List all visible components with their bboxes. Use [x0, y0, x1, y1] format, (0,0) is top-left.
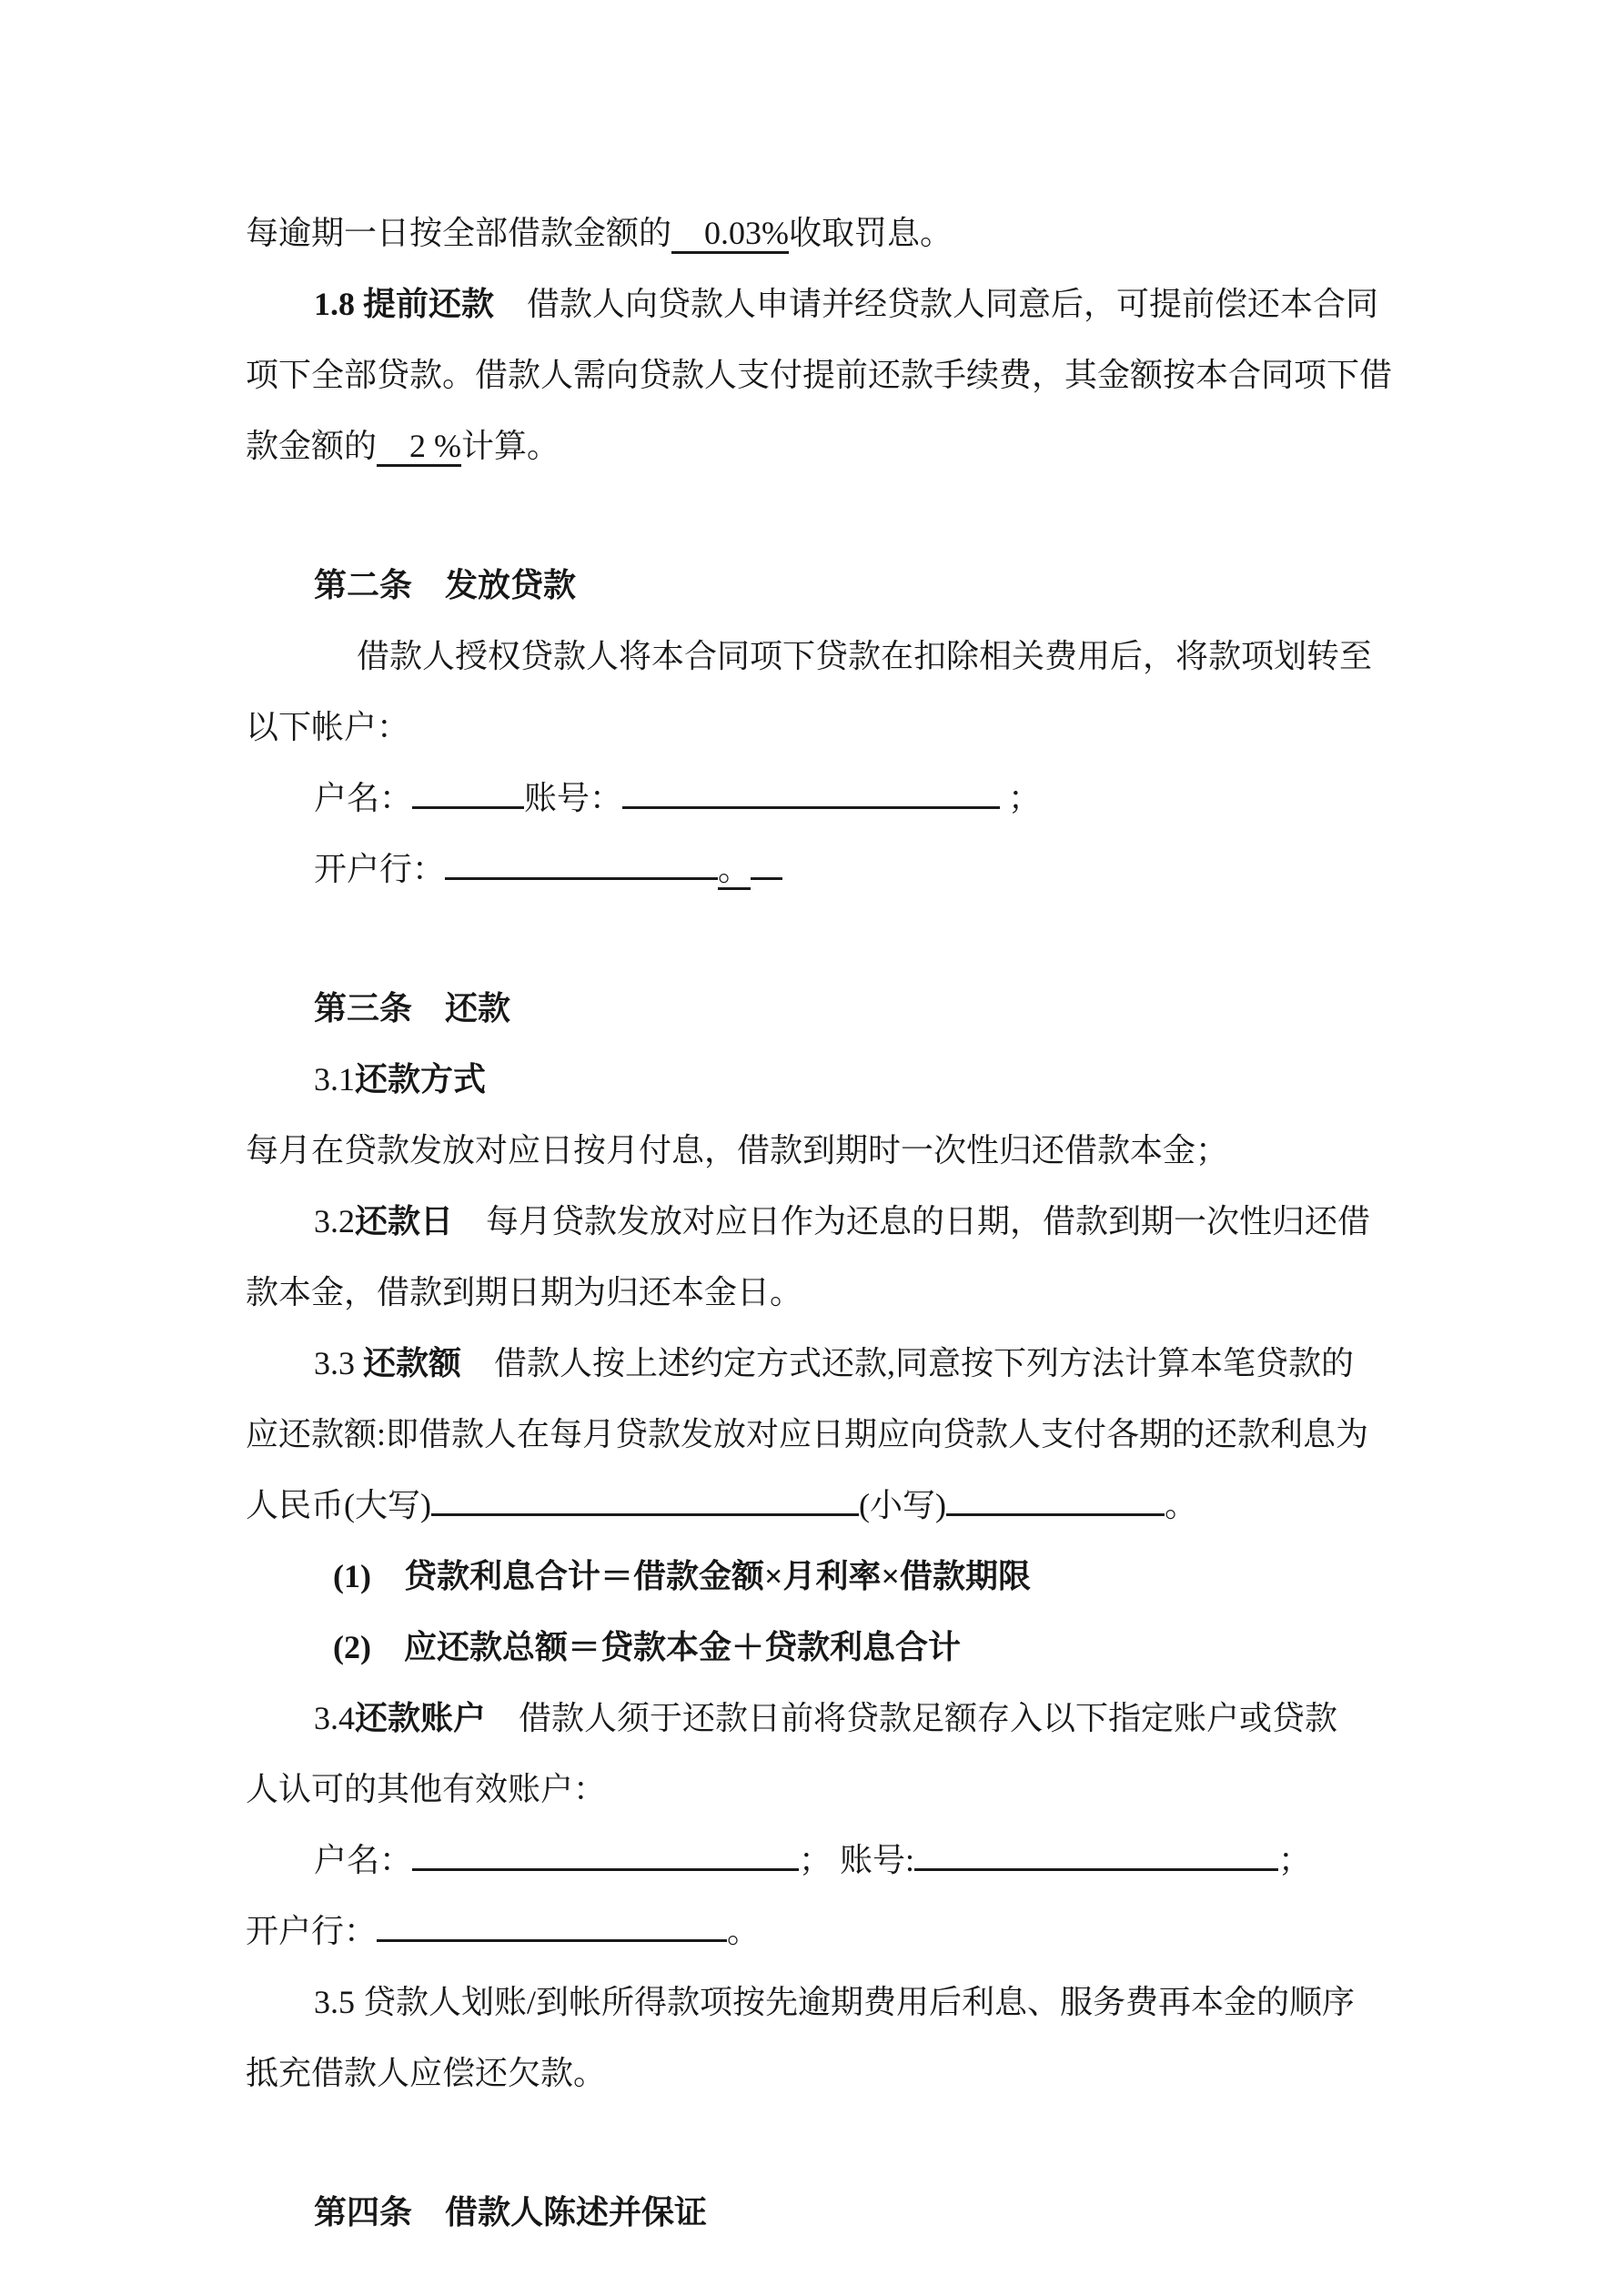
text-segment: 计算。 — [461, 428, 560, 464]
bank-line-1 — [246, 834, 1380, 905]
text-segment: 每月在贷款发放对应日按月付息，借款到期时一次性归还借款本金； — [246, 1132, 1229, 1168]
section-heading-3 — [246, 973, 1380, 1044]
text-segment: 人民币(大写) — [246, 1487, 431, 1523]
text-segment: 以下帐户： — [246, 709, 410, 745]
clause-3-3-line-2 — [246, 1399, 1380, 1470]
paragraph-gap — [246, 481, 1380, 550]
text-segment: 3.3 — [314, 1345, 363, 1381]
paragraph-gap — [246, 2109, 1380, 2177]
bold-text: 还款日 — [355, 1203, 454, 1239]
text-segment: 借款人按上述约定方式还款,同意按下列方法计算本笔贷款的 — [461, 1345, 1355, 1381]
text-segment: 款本金，借款到期日期为归还本金日。 — [246, 1274, 803, 1310]
text-segment: 款金额的 — [246, 428, 378, 464]
bold-text: 第二条 发放贷款 — [314, 567, 577, 603]
text-segment: ； — [1278, 1842, 1312, 1878]
blank-field — [445, 850, 718, 880]
text-segment: 每月贷款发放对应日作为还息的日期，借款到期一次性归还借 — [453, 1203, 1371, 1239]
clause-3-1-title — [246, 1044, 1380, 1115]
section-heading-4 — [246, 2177, 1380, 2248]
clause-1-8-line-1 — [246, 268, 1380, 339]
text-segment: 开户行： — [314, 851, 446, 887]
text-segment: 收取罚息。 — [789, 215, 953, 251]
text-segment: 。 — [1164, 1487, 1197, 1523]
bold-text: 还款账户 — [355, 1700, 487, 1736]
clause-3-3-amount-line — [246, 1470, 1380, 1541]
text-segment: 3.2 — [314, 1203, 355, 1239]
text-segment: 3.1 — [314, 1061, 355, 1097]
bold-text: 1.8 提前还款 — [314, 286, 495, 322]
blank-field — [622, 779, 1000, 809]
text-segment: 项下全部贷款。借款人需向贷款人支付提前还款手续费，其金额按本合同项下借 — [246, 357, 1393, 393]
text-segment: 应还款额:即借款人在每月贷款发放对应日期应向贷款人支付各期的还款利息为 — [246, 1416, 1369, 1452]
text-segment: 账号： — [524, 780, 623, 816]
account-line-2 — [246, 1825, 1380, 1896]
clause-3-5-line-1 — [246, 1967, 1380, 2038]
clause-3-4-line-2 — [246, 1754, 1380, 1825]
text-segment: 。 — [727, 1913, 761, 1949]
bold-text: 第三条 还款 — [314, 990, 511, 1027]
clause-3-2-line-1 — [246, 1186, 1380, 1257]
account-line-1 — [246, 763, 1380, 834]
bank-line-2 — [246, 1896, 1380, 1967]
blank-field — [412, 779, 524, 809]
blank-field — [431, 1486, 859, 1516]
blank-field — [377, 1912, 727, 1942]
blank-field — [914, 1841, 1278, 1871]
bold-text: (2) 应还款总额＝贷款本金＋贷款利息合计 — [333, 1629, 961, 1665]
formula-2 — [246, 1612, 1380, 1683]
text-segment: 3.4 — [314, 1700, 355, 1736]
text-segment: 。 — [718, 851, 751, 890]
text-segment: ； 账号: — [799, 1842, 915, 1878]
text-segment: 户名： — [314, 1842, 413, 1878]
clause-1-8-line-2 — [246, 339, 1393, 410]
clause-1-7-penalty-line — [246, 197, 1380, 268]
section-2-body-line-1 — [246, 621, 1380, 692]
clause-3-4-line-1 — [246, 1683, 1380, 1754]
text-segment: 人认可的其他有效账户： — [246, 1771, 607, 1807]
text-segment: 户名： — [314, 780, 413, 816]
formula-1 — [246, 1541, 1380, 1612]
blank-field — [946, 1486, 1165, 1516]
section-2-body-line-2 — [246, 692, 1380, 763]
text-segment: 借款人授权贷款人将本合同项下贷款在扣除相关费用后，将款项划转至 — [357, 638, 1373, 674]
section-heading-2 — [246, 550, 1380, 621]
text-segment: 开户行： — [246, 1913, 378, 1949]
blank-field — [751, 850, 782, 880]
bold-text: (1) 贷款利息合计＝借款金额×月利率×借款期限 — [333, 1558, 1032, 1594]
bold-text: 第四条 借款人陈述并保证 — [314, 2194, 708, 2230]
clause-3-5-line-2 — [246, 2038, 1380, 2109]
text-segment: (小写) — [858, 1487, 946, 1523]
text-segment: 每逾期一日按全部借款金额的 — [246, 215, 672, 251]
text-segment: 2 % — [377, 428, 461, 467]
text-segment: 0.03% — [671, 215, 789, 254]
text-segment: ； — [1000, 780, 1042, 816]
bold-text: 还款方式 — [355, 1061, 487, 1097]
text-segment: 抵充借款人应偿还欠款。 — [246, 2055, 607, 2091]
bold-text: 还款额 — [363, 1345, 462, 1381]
clause-3-3-line-1 — [246, 1328, 1380, 1399]
blank-field — [412, 1841, 799, 1871]
text-segment: 3.5 贷款人划账/到帐所得款项按先逾期费用后利息、服务费再本金的顺序 — [314, 1984, 1356, 2020]
text-segment: 借款人向贷款人申请并经贷款人同意后，可提前偿还本合同 — [494, 286, 1379, 322]
clause-3-2-line-2 — [246, 1257, 1380, 1328]
paragraph-gap — [246, 905, 1380, 973]
clause-3-1-body — [246, 1115, 1380, 1186]
text-segment: 借款人须于还款日前将贷款足额存入以下指定账户或贷款 — [486, 1700, 1338, 1736]
clause-1-8-line-3 — [246, 410, 1380, 481]
